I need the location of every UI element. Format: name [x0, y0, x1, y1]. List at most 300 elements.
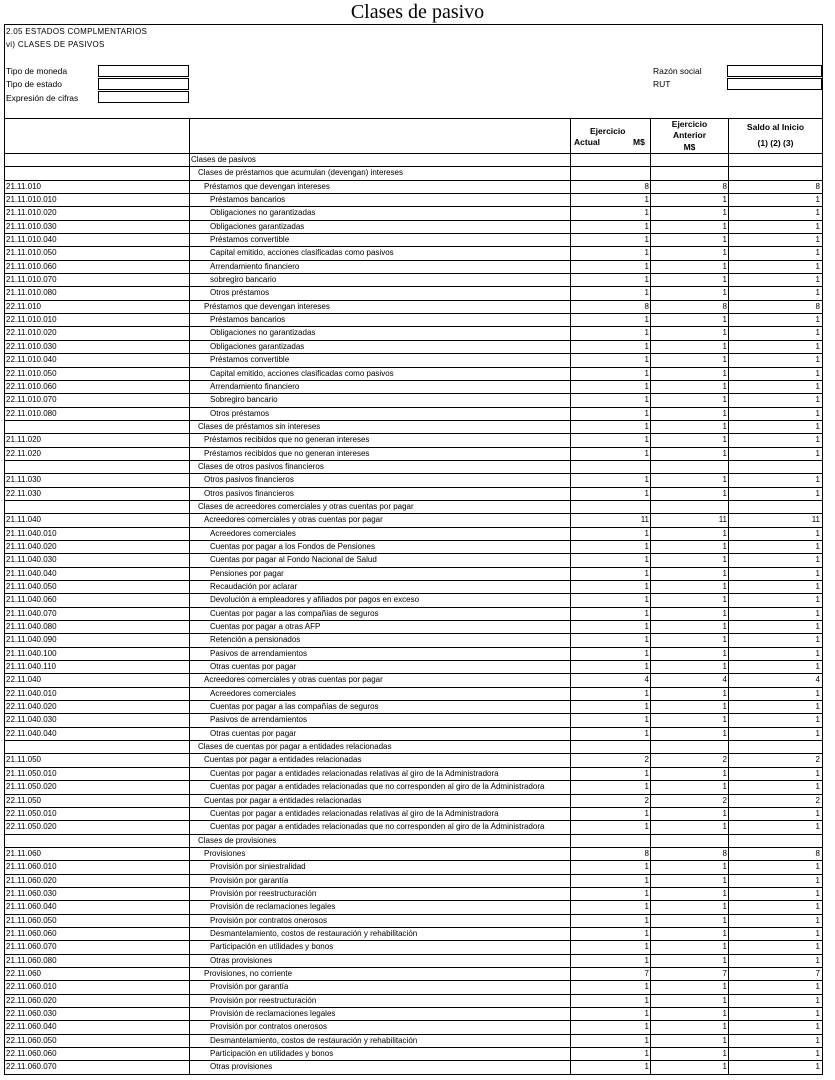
column-divider — [570, 568, 571, 580]
row-description: Cuentas por pagar a los Fondos de Pensiones — [210, 541, 375, 551]
row-description: Otras cuentas por pagar — [210, 662, 297, 672]
table-row — [5, 501, 822, 514]
column-divider — [650, 247, 651, 259]
column-divider — [189, 808, 190, 820]
column-divider — [189, 528, 190, 540]
rut-field[interactable] — [727, 78, 822, 90]
column-divider — [189, 795, 190, 807]
row-ejercicio-actual: 1 — [644, 635, 649, 645]
column-divider — [728, 234, 729, 246]
row-saldo-inicio: 1 — [815, 408, 820, 418]
column-divider — [728, 835, 729, 847]
column-divider — [570, 207, 571, 219]
column-divider — [650, 581, 651, 593]
row-saldo-inicio: 1 — [815, 248, 820, 258]
row-ejercicio-anterior — [651, 461, 727, 473]
column-divider — [189, 474, 190, 486]
row-code: 22.11.060 — [6, 968, 41, 978]
row-ejercicio-actual: 1 — [644, 341, 649, 351]
row-saldo-inicio: 1 — [815, 221, 820, 231]
row-ejercicio-actual: 1 — [644, 728, 649, 738]
row-ejercicio-actual — [571, 167, 649, 179]
row-saldo-inicio: 1 — [815, 715, 820, 725]
row-description: Obligaciones no garantizadas — [210, 328, 316, 338]
column-divider — [728, 661, 729, 673]
row-saldo-inicio: 1 — [815, 648, 820, 658]
row-ejercicio-actual: 1 — [644, 982, 649, 992]
row-description: Pasivos de arrendamientos — [210, 715, 307, 725]
row-description: Préstamos recibidos que no generan intereses — [204, 435, 370, 445]
column-divider — [650, 554, 651, 566]
column-divider — [728, 754, 729, 766]
column-divider — [570, 581, 571, 593]
row-description: Provisión por contratos onerosos — [210, 1022, 327, 1032]
row-ejercicio-anterior: 1 — [722, 915, 727, 925]
row-ejercicio-anterior: 1 — [722, 808, 727, 818]
row-description: Clases de otros pasivos financieros — [198, 461, 324, 471]
table-row — [5, 661, 822, 674]
row-saldo-inicio — [730, 154, 820, 166]
table-row — [5, 701, 822, 714]
column-divider — [570, 795, 571, 807]
row-code: 21.11.060.080 — [6, 955, 57, 965]
column-divider — [189, 448, 190, 460]
row-ejercicio-anterior: 7 — [722, 968, 727, 978]
column-divider — [570, 301, 571, 313]
row-description: Provisión por reestructuración — [210, 995, 317, 1005]
row-ejercicio-actual: 1 — [644, 822, 649, 832]
column-divider — [189, 368, 190, 380]
row-ejercicio-actual: 1 — [644, 622, 649, 632]
row-ejercicio-anterior — [651, 167, 727, 179]
row-code: 21.11.050.010 — [6, 768, 57, 778]
row-ejercicio-actual: 1 — [644, 568, 649, 578]
row-ejercicio-anterior: 1 — [722, 662, 727, 672]
row-ejercicio-anterior: 1 — [722, 768, 727, 778]
row-code: 21.11.060.010 — [6, 862, 57, 872]
column-divider — [570, 875, 571, 887]
column-divider — [728, 688, 729, 700]
row-ejercicio-actual: 1 — [644, 662, 649, 672]
row-description: Arrendamiento financiero — [210, 261, 300, 271]
column-divider — [728, 554, 729, 566]
column-divider — [189, 408, 190, 420]
table-row — [5, 287, 822, 300]
column-divider — [189, 314, 190, 326]
row-ejercicio-actual: 1 — [644, 582, 649, 591]
column-divider — [570, 327, 571, 339]
table-row — [5, 461, 822, 474]
table-row — [5, 594, 822, 607]
column-divider — [570, 448, 571, 460]
row-ejercicio-anterior: 1 — [722, 568, 727, 578]
row-saldo-inicio: 1 — [815, 942, 820, 952]
row-ejercicio-actual: 1 — [644, 421, 649, 431]
column-divider — [650, 341, 651, 353]
column-divider — [728, 541, 729, 553]
row-description: Acreedores comerciales y otras cuentas por pagar — [204, 515, 383, 525]
column-divider — [570, 181, 571, 193]
row-description: Desmantelamiento, costos de restauración y rehabilitación — [210, 1035, 418, 1045]
column-divider — [189, 821, 190, 833]
column-divider — [570, 1035, 571, 1047]
row-code: 22.11.060.040 — [6, 1022, 57, 1032]
razon-social-field[interactable] — [727, 65, 822, 77]
column-divider — [570, 194, 571, 206]
row-description: Provisión de reclamaciones legales — [210, 902, 336, 912]
row-ejercicio-anterior: 1 — [722, 355, 727, 365]
column-divider — [189, 688, 190, 700]
row-saldo-inicio — [730, 167, 820, 179]
column-divider — [189, 421, 190, 433]
column-divider — [728, 1035, 729, 1047]
column-divider — [728, 608, 729, 620]
table-row — [5, 341, 822, 354]
table-row — [5, 981, 822, 994]
col-actual-line2: Actual — [574, 137, 600, 147]
row-description: sobregiro bancario — [210, 275, 277, 285]
row-code: 22.11.020 — [6, 448, 41, 458]
column-divider — [650, 955, 651, 967]
column-divider — [728, 941, 729, 953]
row-saldo-inicio: 1 — [815, 208, 820, 218]
row-description: Participación en utilidades y bonos — [210, 1049, 334, 1059]
row-ejercicio-anterior: 2 — [722, 755, 727, 765]
column-divider — [570, 461, 571, 473]
col-actual-line1: Ejercicio — [590, 126, 626, 136]
column-divider — [728, 1048, 729, 1060]
row-code: 21.11.010 — [6, 181, 41, 191]
row-ejercicio-actual: 1 — [644, 1022, 649, 1032]
column-divider — [728, 714, 729, 726]
row-ejercicio-actual: 1 — [644, 555, 649, 565]
row-saldo-inicio: 1 — [815, 541, 820, 551]
row-code: 21.11.010.070 — [6, 275, 57, 285]
row-description: Arrendamiento financiero — [210, 381, 300, 391]
row-saldo-inicio: 1 — [815, 235, 820, 245]
column-divider — [650, 875, 651, 887]
row-ejercicio-anterior: 1 — [722, 288, 727, 298]
row-description: Préstamos bancarios — [210, 195, 286, 205]
column-divider — [189, 1008, 190, 1020]
column-divider — [728, 995, 729, 1007]
row-description: Provisión por garantía — [210, 982, 289, 992]
row-saldo-inicio: 1 — [815, 435, 820, 445]
row-ejercicio-actual: 1 — [644, 315, 649, 325]
tipo-moneda-field[interactable] — [98, 65, 189, 77]
row-description: Recaudación por aclarar — [210, 582, 298, 591]
table-row — [5, 621, 822, 634]
column-divider — [650, 368, 651, 380]
column-divider — [570, 434, 571, 446]
row-saldo-inicio: 1 — [815, 768, 820, 778]
row-saldo-inicio: 1 — [815, 955, 820, 965]
column-divider — [650, 1061, 651, 1073]
row-ejercicio-actual: 1 — [644, 528, 649, 538]
column-divider — [570, 514, 571, 526]
column-divider — [570, 1021, 571, 1033]
table-row — [5, 474, 822, 487]
column-divider — [189, 221, 190, 233]
row-ejercicio-actual: 1 — [644, 1062, 649, 1072]
column-divider — [650, 835, 651, 847]
row-ejercicio-anterior: 1 — [722, 635, 727, 645]
row-saldo-inicio: 1 — [815, 381, 820, 391]
column-divider — [728, 301, 729, 313]
row-ejercicio-anterior: 1 — [722, 475, 727, 485]
column-divider — [189, 274, 190, 286]
column-divider — [728, 461, 729, 473]
table-row — [5, 247, 822, 260]
table-row — [5, 901, 822, 914]
row-ejercicio-actual: 1 — [644, 955, 649, 965]
column-divider — [728, 861, 729, 873]
row-description: Cuentas por pagar a entidades relacionadas — [204, 795, 362, 805]
row-description: Obligaciones no garantizadas — [210, 208, 316, 218]
column-divider — [650, 928, 651, 940]
column-divider — [650, 741, 651, 753]
row-ejercicio-actual — [571, 741, 649, 753]
column-divider — [570, 701, 571, 713]
table-row — [5, 261, 822, 274]
row-ejercicio-actual: 8 — [644, 848, 649, 858]
column-divider — [189, 581, 190, 593]
column-divider — [570, 314, 571, 326]
table-row — [5, 808, 822, 821]
column-divider — [650, 568, 651, 580]
row-code: 22.11.060.050 — [6, 1035, 57, 1045]
row-ejercicio-actual: 1 — [644, 381, 649, 391]
column-divider — [728, 808, 729, 820]
row-description: Devolución a empleadores y afiliados por pagos en exceso — [210, 595, 420, 605]
column-divider — [189, 781, 190, 793]
row-description: Cuentas por pagar a las compañías de seguros — [210, 702, 379, 712]
table-row — [5, 888, 822, 901]
column-divider — [570, 354, 571, 366]
expresion-cifras-field[interactable] — [98, 91, 189, 103]
row-ejercicio-actual: 11 — [640, 515, 649, 525]
column-divider — [728, 621, 729, 633]
row-saldo-inicio: 1 — [815, 368, 820, 378]
column-divider — [570, 995, 571, 1007]
column-divider — [728, 448, 729, 460]
column-divider — [650, 1048, 651, 1060]
column-divider — [728, 381, 729, 393]
row-code: 22.11.060.070 — [6, 1062, 57, 1072]
column-divider — [728, 674, 729, 686]
column-divider — [570, 981, 571, 993]
column-divider — [728, 1061, 729, 1073]
column-divider — [650, 1008, 651, 1020]
column-divider — [650, 901, 651, 913]
column-divider — [570, 594, 571, 606]
row-description: Provisiones, no corriente — [204, 968, 293, 978]
row-ejercicio-actual: 1 — [644, 248, 649, 258]
column-divider — [650, 648, 651, 660]
row-saldo-inicio: 7 — [815, 968, 820, 978]
table-row — [5, 354, 822, 367]
row-ejercicio-anterior: 1 — [722, 728, 727, 738]
table-row — [5, 861, 822, 874]
row-ejercicio-anterior: 1 — [722, 528, 727, 538]
row-saldo-inicio: 1 — [815, 915, 820, 925]
column-divider — [189, 1021, 190, 1033]
razon-social-label: Razón social — [653, 66, 702, 76]
column-divider — [189, 1048, 190, 1060]
column-divider — [650, 154, 651, 166]
row-ejercicio-anterior: 1 — [722, 622, 727, 632]
header-divider — [570, 118, 571, 153]
column-divider — [189, 768, 190, 780]
table-row — [5, 207, 822, 220]
column-divider — [728, 167, 729, 179]
table-row — [5, 1021, 822, 1034]
row-ejercicio-anterior: 1 — [722, 448, 727, 458]
row-ejercicio-actual: 1 — [644, 928, 649, 938]
row-ejercicio-actual: 1 — [644, 648, 649, 658]
row-saldo-inicio — [730, 461, 820, 473]
row-description: Obligaciones garantizadas — [210, 341, 305, 351]
column-divider — [570, 688, 571, 700]
column-divider — [650, 701, 651, 713]
column-divider — [570, 968, 571, 980]
column-divider — [650, 541, 651, 553]
column-divider — [650, 474, 651, 486]
column-divider — [650, 621, 651, 633]
column-divider — [728, 514, 729, 526]
table-row — [5, 634, 822, 647]
row-description: Préstamos que devengan intereses — [204, 181, 330, 191]
column-divider — [189, 955, 190, 967]
table-row — [5, 221, 822, 234]
column-divider — [189, 674, 190, 686]
column-divider — [650, 301, 651, 313]
row-ejercicio-actual: 1 — [644, 862, 649, 872]
row-ejercicio-anterior: 1 — [722, 555, 727, 565]
row-ejercicio-actual: 1 — [644, 942, 649, 952]
table-row — [5, 821, 822, 834]
column-divider — [570, 928, 571, 940]
column-divider — [728, 648, 729, 660]
row-ejercicio-actual: 1 — [644, 448, 649, 458]
row-code — [6, 835, 186, 847]
table-row — [5, 381, 822, 394]
column-divider — [728, 594, 729, 606]
column-divider — [570, 1008, 571, 1020]
row-ejercicio-anterior: 1 — [722, 995, 727, 1005]
column-divider — [728, 247, 729, 259]
row-code: 22.11.010.010 — [6, 315, 57, 325]
column-divider — [728, 1021, 729, 1033]
row-code: 22.11.010.040 — [6, 355, 57, 365]
row-description: Préstamos convertible — [210, 235, 290, 245]
column-divider — [570, 1048, 571, 1060]
row-saldo-inicio: 1 — [815, 261, 820, 271]
row-saldo-inicio: 1 — [815, 1062, 820, 1072]
column-divider — [570, 541, 571, 553]
column-divider — [189, 714, 190, 726]
column-divider — [728, 875, 729, 887]
row-saldo-inicio: 1 — [815, 315, 820, 325]
row-code: 21.11.010.020 — [6, 208, 57, 218]
column-divider — [570, 714, 571, 726]
column-divider — [650, 968, 651, 980]
column-divider — [728, 368, 729, 380]
column-divider — [650, 207, 651, 219]
column-divider — [570, 621, 571, 633]
row-ejercicio-actual: 1 — [644, 782, 649, 792]
row-ejercicio-actual: 1 — [644, 235, 649, 245]
column-divider — [570, 234, 571, 246]
row-code: 22.11.040.010 — [6, 688, 57, 698]
column-divider — [189, 608, 190, 620]
column-divider — [728, 474, 729, 486]
row-description: Otros préstamos — [210, 288, 270, 298]
column-divider — [650, 194, 651, 206]
column-divider — [189, 1035, 190, 1047]
column-divider — [650, 608, 651, 620]
tipo-estado-field[interactable] — [98, 78, 189, 90]
row-description: Préstamos recibidos que no generan intereses — [204, 448, 370, 458]
column-divider — [189, 848, 190, 860]
row-ejercicio-actual: 1 — [644, 875, 649, 885]
row-description: Cuentas por pagar a otras AFP — [210, 622, 321, 632]
column-divider — [189, 501, 190, 513]
row-saldo-inicio: 4 — [815, 675, 820, 685]
row-ejercicio-actual: 2 — [644, 755, 649, 765]
row-code: 21.11.060.070 — [6, 942, 57, 952]
table-row — [5, 314, 822, 327]
table-row — [5, 181, 822, 194]
row-ejercicio-anterior: 1 — [722, 702, 727, 712]
column-divider — [189, 1061, 190, 1073]
header-divider — [189, 118, 190, 153]
row-ejercicio-anterior: 1 — [722, 608, 727, 618]
column-divider — [728, 221, 729, 233]
row-ejercicio-actual: 1 — [644, 888, 649, 898]
row-code: 22.11.050 — [6, 795, 41, 805]
column-divider — [728, 408, 729, 420]
row-code: 22.11.030 — [6, 488, 41, 498]
row-ejercicio-anterior: 1 — [722, 822, 727, 832]
row-saldo-inicio — [730, 501, 820, 513]
row-saldo-inicio: 1 — [815, 555, 820, 565]
row-code: 22.11.010.030 — [6, 341, 57, 351]
table-row — [5, 194, 822, 207]
column-divider — [728, 568, 729, 580]
row-saldo-inicio: 1 — [815, 288, 820, 298]
column-divider — [650, 221, 651, 233]
row-ejercicio-anterior: 1 — [722, 582, 727, 591]
row-description: Cuentas por pagar a entidades relacionadas relativas al giro de la Administradora — [210, 768, 499, 778]
row-ejercicio-actual: 1 — [644, 261, 649, 271]
row-ejercicio-actual — [571, 501, 649, 513]
column-divider — [650, 981, 651, 993]
column-divider — [728, 274, 729, 286]
row-ejercicio-actual: 1 — [644, 435, 649, 445]
column-divider — [189, 234, 190, 246]
row-code: 22.11.060.030 — [6, 1009, 57, 1018]
row-code: 21.11.010.030 — [6, 221, 57, 231]
row-ejercicio-anterior — [651, 154, 727, 166]
column-divider — [570, 381, 571, 393]
row-description: Cuentas por pagar a entidades relacionadas — [204, 755, 362, 765]
row-saldo-inicio: 1 — [815, 195, 820, 205]
column-divider — [650, 488, 651, 500]
liabilities-table — [5, 153, 822, 1075]
column-divider — [728, 207, 729, 219]
row-ejercicio-actual: 1 — [644, 715, 649, 725]
